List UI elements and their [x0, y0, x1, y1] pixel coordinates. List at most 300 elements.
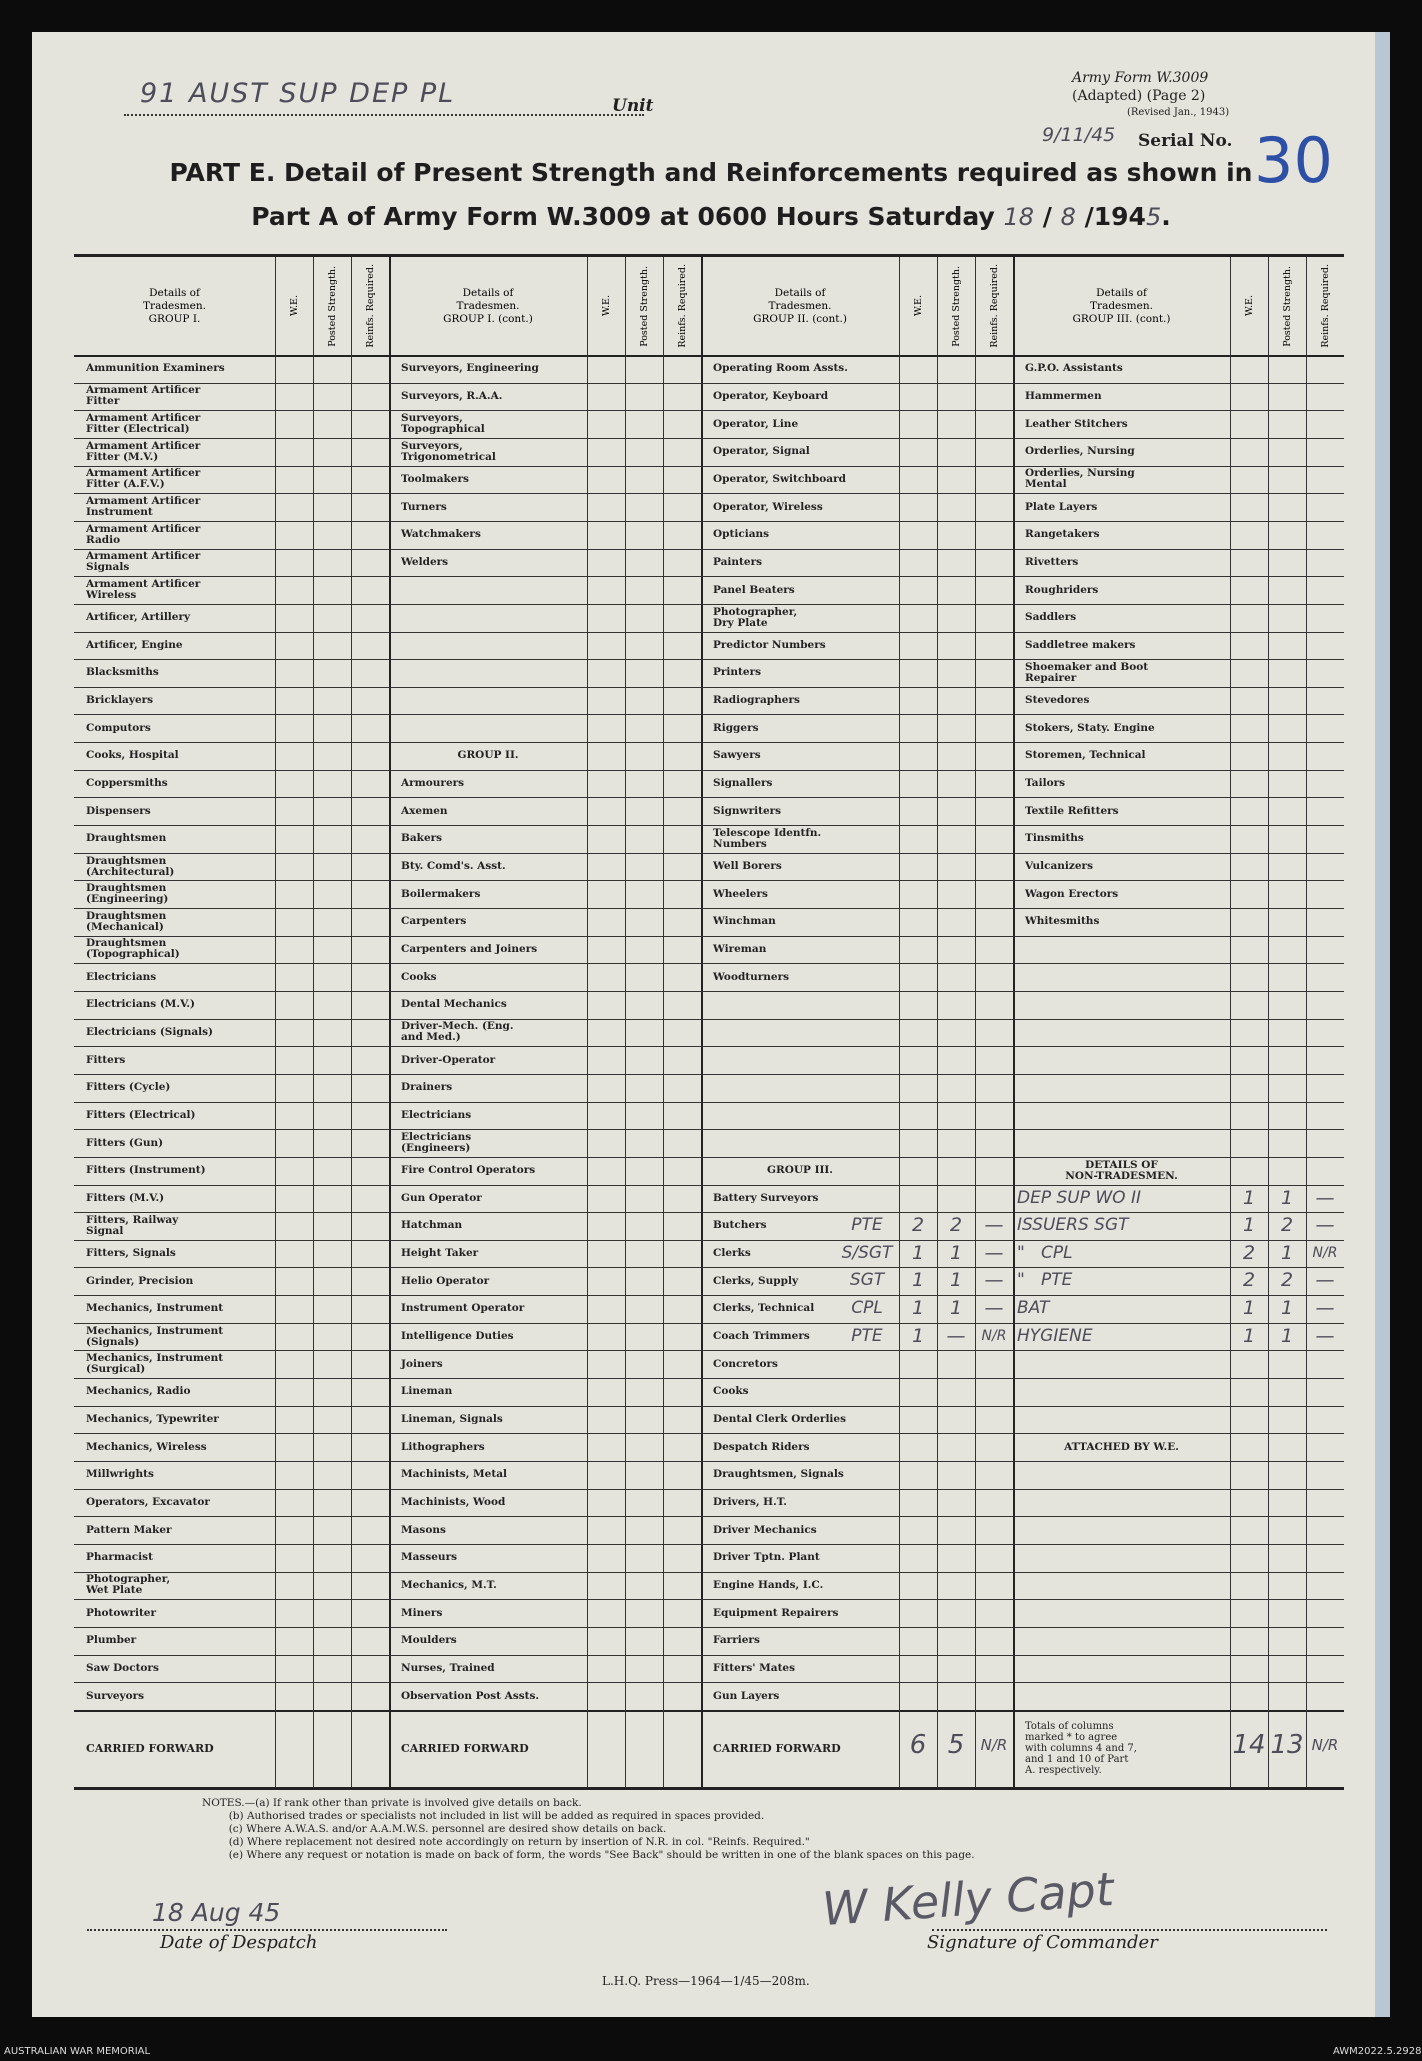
trade-label: Tailors [1025, 777, 1066, 790]
trade-label: Surveyors, Topographical [401, 412, 485, 436]
trade-label: Saddlers [1025, 611, 1077, 624]
trade-label: Rivetters [1025, 555, 1079, 568]
trade-label: Mechanics, Instrument (Surgical) [86, 1352, 224, 1376]
trade-label: Artificer, Engine [86, 638, 183, 651]
rank-handwritten: PTE [851, 1215, 883, 1236]
trade-label: GROUP III. [767, 1164, 833, 1177]
trade-label: Electricians [401, 1108, 472, 1121]
trade-label: Armament Artificer Instrument [86, 495, 201, 519]
carried-forward-posted: 13 [1270, 1730, 1304, 1761]
trade-label: Operators, Excavator [86, 1495, 210, 1508]
trade-label: Electricians (Engineers) [401, 1131, 472, 1154]
trade-label: Operator, Line [713, 417, 799, 430]
value-reinfs: — [984, 1214, 1004, 1237]
trade-label: Watchmakers [401, 528, 481, 541]
trade-label: Cooks [401, 970, 437, 983]
trade-label: Turners [401, 500, 447, 513]
value-posted: 2 [1280, 1269, 1294, 1292]
trade-label [401, 632, 585, 660]
trade-label: Drivers, H.T. [713, 1495, 787, 1508]
trade-label: Concretors [713, 1357, 778, 1370]
trade-label: Intelligence Duties [401, 1330, 514, 1343]
trade-label: GROUP II. [457, 749, 519, 762]
trade-label: Instrument Operator [401, 1302, 525, 1315]
trade-label: Wagon Erectors [1025, 887, 1119, 900]
trade-label: Coppersmiths [86, 777, 168, 790]
table-section [74, 257, 389, 1787]
trade-label: Photowriter [86, 1606, 157, 1619]
title-prefix: Part A of Army Form W.3009 at 0600 Hours Saturday [251, 202, 995, 231]
trade-label: Blacksmiths [86, 666, 159, 679]
carried-forward-label: Totals of columns marked * to agree with columns 4 and 7, and 1 and 10 of Part A. respectively. [1025, 1720, 1137, 1776]
value-we: 1 [911, 1269, 925, 1292]
value-posted: 1 [1280, 1297, 1294, 1320]
despatch-label: Date of Despatch [160, 1932, 318, 1953]
unit-handwritten: 91 AUST SUP DEP PL [140, 78, 456, 109]
trade-label: Surveyors [86, 1689, 145, 1702]
value-reinfs: — [984, 1241, 1004, 1264]
trade-label: Draughtsmen (Engineering) [86, 882, 169, 906]
value-reinfs: — [1315, 1214, 1335, 1237]
value-we: 1 [1242, 1186, 1256, 1209]
trade-label: Saddletree makers [1025, 638, 1136, 651]
trade-label: Carpenters [401, 915, 467, 928]
value-reinfs: — [984, 1269, 1004, 1292]
trade-label: Operator, Keyboard [713, 389, 829, 402]
trade-label: G.P.O. Assistants [1025, 362, 1123, 375]
trade-label [1025, 1599, 1228, 1627]
rank-handwritten: S/SGT [841, 1242, 893, 1263]
trade-label: Saw Doctors [86, 1661, 159, 1674]
trade-label: Lineman, Signals [401, 1413, 503, 1425]
trade-label: Height Taker [401, 1247, 479, 1260]
trade-label: Coach Trimmers [713, 1330, 810, 1343]
trade-label: Hammermen [1025, 389, 1102, 402]
trade-label: Cooks, Hospital [86, 749, 179, 762]
note-line: (e) Where any request or notation is made on back of form, the words "See Back" should be written in one of the blank spaces on this page. [202, 1849, 975, 1861]
trade-label [1025, 991, 1228, 1019]
column-header-we: W.E. [912, 295, 924, 317]
trade-label: Drainers [401, 1081, 453, 1094]
form-revised: (Revised Jan., 1943) [1127, 107, 1230, 118]
trade-label [1025, 1102, 1228, 1130]
trade-label: Woodturners [713, 970, 790, 983]
trade-label: Engine Hands, I.C. [713, 1578, 824, 1591]
trade-label: Telescope Identfn. Numbers [713, 826, 822, 850]
note-line: (b) Authorised trades or specialists not included in list will be added as required in spaces provided. [202, 1810, 765, 1822]
trade-label: Roughriders [1025, 583, 1099, 596]
trade-label: Bakers [401, 832, 443, 845]
trade-label [713, 1102, 897, 1130]
value-posted: — [946, 1324, 966, 1347]
value-reinfs: — [1315, 1324, 1335, 1347]
trade-label [1025, 1655, 1228, 1683]
trade-label: Signallers [713, 777, 773, 790]
trade-label: Opticians [713, 528, 770, 541]
carried-forward-we: 14 [1232, 1730, 1266, 1761]
column-header-reinfs: Reinfs. Required. [1319, 264, 1331, 348]
trade-label: Armament Artificer Fitter (Electrical) [86, 412, 201, 436]
trade-label: Farriers [713, 1634, 760, 1647]
notes [202, 1797, 975, 1862]
trade-label [1025, 1074, 1228, 1102]
trade-label: Grinder, Precision [86, 1274, 194, 1287]
trade-label: Despatch Riders [713, 1440, 810, 1453]
trade-label: Clerks [713, 1247, 751, 1260]
value-we: 1 [1242, 1324, 1256, 1347]
trade-label: Vulcanizers [1025, 860, 1094, 872]
trade-label: Miners [401, 1606, 443, 1619]
section-header: Details of Tradesmen. GROUP I. (cont.) [443, 286, 533, 325]
trade-label: Dispensers [86, 804, 151, 817]
non-tradesman-handwritten: " CPL [1017, 1242, 1073, 1263]
carried-forward-label: CARRIED FORWARD [713, 1741, 841, 1755]
trade-label: Lineman [401, 1385, 453, 1398]
serial-number: 30 [1254, 124, 1333, 197]
despatch-date-handwritten: 18 Aug 45 [152, 1898, 281, 1927]
trade-label: Orderlies, Nursing Mental [1025, 467, 1135, 491]
trade-label: Fitters' Mates [713, 1661, 796, 1674]
trade-label: Hatchman [401, 1219, 463, 1232]
trade-label: Millwrights [86, 1468, 154, 1481]
trade-label: Painters [713, 555, 763, 568]
trade-label: Draughtsmen (Topographical) [86, 937, 180, 961]
note-line: (d) Where replacement not desired note accordingly on return by insertion of N.R. in col. "Reinfs. Required." [202, 1836, 810, 1848]
trade-label: Nurses, Trained [401, 1661, 495, 1674]
trade-label: Draughtsmen, Signals [713, 1468, 844, 1481]
archive-credit-left: AUSTRALIAN WAR MEMORIAL [4, 2046, 151, 2057]
value-reinfs: — [1315, 1269, 1335, 1292]
trade-label: Orderlies, Nursing [1025, 445, 1135, 458]
value-posted: 2 [1280, 1214, 1294, 1237]
value-we: 1 [911, 1241, 925, 1264]
trade-label: Armament Artificer Fitter (A.F.V.) [86, 467, 201, 491]
value-we: 1 [911, 1324, 925, 1347]
column-header-we: W.E. [288, 295, 300, 317]
trade-label [1025, 963, 1228, 991]
trade-label [1025, 1544, 1228, 1572]
trade-label: Operator, Switchboard [713, 472, 846, 485]
trade-label [1025, 1129, 1228, 1157]
trade-label: Mechanics, Typewriter [86, 1413, 219, 1425]
trade-label: Plate Layers [1025, 500, 1098, 513]
trade-label: Plumber [86, 1634, 137, 1647]
trade-label: Photographer, Wet Plate [86, 1573, 171, 1597]
trade-label [401, 687, 585, 715]
section-header: Details of Tradesmen. GROUP I. [143, 286, 206, 325]
value-we: 1 [911, 1297, 925, 1320]
trade-label: Cooks [713, 1385, 749, 1398]
trade-label: Operator, Wireless [713, 500, 823, 513]
trade-label: Electricians (M.V.) [86, 998, 196, 1011]
trade-label: Surveyors, R.A.A. [401, 389, 503, 402]
trade-label [401, 659, 585, 687]
title-period: . [1161, 202, 1171, 231]
signature-label: Signature of Commander [927, 1932, 1158, 1953]
trade-label: Surveyors, Trigonometrical [401, 439, 496, 463]
trade-label: Equipment Repairers [713, 1606, 839, 1619]
non-tradesman-handwritten: ISSUERS SGT [1017, 1215, 1129, 1236]
date-day: 18 [1003, 203, 1035, 231]
non-tradesman-handwritten: BAT [1017, 1298, 1050, 1319]
section-header: Details of Tradesmen. GROUP II. (cont.) [753, 286, 847, 325]
trade-label: Gun Operator [401, 1191, 482, 1204]
trade-label: Moulders [401, 1634, 457, 1647]
trade-label: Electricians (Signals) [86, 1025, 214, 1038]
page-edge-strip [1375, 32, 1390, 2017]
trade-label: Whitesmiths [1025, 915, 1100, 928]
column-header-reinfs: Reinfs. Required. [988, 264, 1000, 348]
trade-label: Mechanics, Radio [86, 1385, 191, 1398]
value-posted: 1 [1280, 1186, 1294, 1209]
value-posted: 1 [1280, 1241, 1294, 1264]
trade-label: Mechanics, M.T. [401, 1578, 497, 1591]
carried-forward-reinfs: N/R [1311, 1736, 1339, 1755]
trade-label: Wireman [713, 942, 767, 955]
trade-label: Armament Artificer Wireless [86, 578, 201, 601]
non-tradesman-handwritten: HYGIENE [1017, 1325, 1093, 1346]
trade-label: Pattern Maker [86, 1523, 172, 1536]
trade-label [1025, 1682, 1228, 1710]
trade-label: Fire Control Operators [401, 1164, 536, 1177]
trade-label: Carpenters and Joiners [401, 942, 538, 955]
trade-label: Dental Clerk Orderlies [713, 1413, 847, 1425]
value-posted: 1 [949, 1297, 963, 1320]
strength-table [74, 254, 1344, 1790]
carried-forward-label: CARRIED FORWARD [401, 1741, 529, 1755]
trade-label: Artificer, Artillery [86, 611, 191, 624]
signature: W Kelly Capt [820, 1861, 1116, 1937]
value-reinfs: — [1315, 1297, 1335, 1320]
trade-label: Driver Mechanics [713, 1523, 817, 1536]
trade-label: Printers [713, 666, 762, 679]
trade-label: Riggers [713, 721, 759, 734]
trade-label: Dental Mechanics [401, 998, 507, 1011]
trade-label: Fitters (Electrical) [86, 1108, 196, 1121]
trade-label: Machinists, Wood [401, 1495, 506, 1508]
form-name: Army Form W.3009 [1072, 70, 1209, 86]
trade-label: Battery Surveyors [713, 1191, 819, 1204]
value-reinfs: — [1315, 1186, 1335, 1209]
trade-label: DETAILS OF NON-TRADESMEN. [1065, 1158, 1178, 1182]
trade-label: Armament Artificer Signals [86, 550, 201, 574]
note-line: NOTES.—(a) If rank other than private is involved give details on back. [202, 1797, 582, 1809]
date-year-digit: 5 [1145, 203, 1162, 231]
value-posted: 1 [949, 1269, 963, 1292]
non-tradesman-handwritten: DEP SUP WO II [1017, 1187, 1141, 1208]
trade-label [1025, 1406, 1228, 1434]
trade-label: Photographer, Dry Plate [713, 605, 798, 629]
trade-label: Fitters (Instrument) [86, 1164, 206, 1177]
trade-label: Draughtsmen (Architectural) [86, 854, 175, 878]
value-we: 2 [1242, 1241, 1256, 1264]
trade-label: Sawyers [713, 749, 761, 762]
trade-label: Machinists, Metal [401, 1468, 507, 1481]
date-month: 8 [1060, 203, 1076, 231]
trade-label: Armament Artificer Fitter [86, 384, 201, 408]
trade-label: Mechanics, Wireless [86, 1440, 207, 1453]
table-section [389, 257, 701, 1787]
trade-label: Operating Room Assts. [713, 362, 848, 375]
trade-label: Lithographers [401, 1440, 485, 1453]
trade-label: Panel Beaters [713, 583, 795, 596]
form-adapted: (Adapted) (Page 2) [1072, 88, 1206, 104]
trade-label: Electricians [86, 970, 157, 983]
trade-label: Winchman [713, 915, 776, 928]
trade-label [713, 1046, 897, 1074]
trade-label [401, 714, 585, 742]
column-header-posted: Posted Strength. [1281, 265, 1293, 347]
value-we: 1 [1242, 1297, 1256, 1320]
trade-label: Draughtsmen (Mechanical) [86, 909, 167, 933]
trade-label: Driver-Operator [401, 1053, 496, 1066]
trade-label: Surveyors, Engineering [401, 362, 539, 375]
trade-label [1025, 1461, 1228, 1489]
serial-handwritten: 9/11/45 [1042, 124, 1116, 146]
trade-label: Masseurs [401, 1551, 458, 1564]
trade-label: Welders [401, 555, 449, 568]
signature-dotted-line [932, 1929, 1327, 1931]
form-page [32, 32, 1390, 2017]
trade-label: Clerks, Technical [713, 1302, 815, 1315]
trade-label: ATTACHED BY W.E. [1064, 1440, 1179, 1453]
column-header-posted: Posted Strength. [326, 265, 338, 347]
trade-label: Textile Refitters [1025, 804, 1119, 817]
rank-handwritten: CPL [851, 1298, 883, 1319]
trade-label: Tinsmiths [1025, 832, 1084, 845]
trade-label: Rangetakers [1025, 528, 1100, 541]
trade-label: Fitters (Gun) [86, 1136, 164, 1149]
note-line: (c) Where A.W.A.S. and/or A.A.M.W.S. personnel are desired show details on back. [202, 1823, 667, 1835]
trade-label: Helio Operator [401, 1274, 490, 1287]
trade-label: Joiners [401, 1357, 443, 1370]
table-section [701, 257, 1013, 1787]
trade-label: Wheelers [713, 887, 768, 900]
value-we: 1 [1242, 1214, 1256, 1237]
trade-label: Gun Layers [713, 1689, 780, 1702]
trade-label: Ammunition Examiners [86, 362, 225, 375]
trade-label: Fitters, Signals [86, 1247, 176, 1260]
column-header-reinfs: Reinfs. Required. [676, 264, 688, 348]
trade-label [1025, 1627, 1228, 1655]
trade-label: Clerks, Supply [713, 1274, 799, 1287]
trade-label [1025, 1350, 1228, 1378]
trade-label [1025, 1378, 1228, 1406]
trade-label: Toolmakers [401, 472, 469, 485]
trade-label: Boilermakers [401, 887, 481, 900]
trade-label [713, 1074, 897, 1102]
trade-label [713, 1019, 897, 1047]
trade-label: Armament Artificer Radio [86, 522, 201, 546]
unit-dotted-line [124, 114, 644, 116]
trade-label [713, 1129, 897, 1157]
unit-label: Unit [612, 96, 654, 116]
trade-label: Observation Post Assts. [401, 1689, 540, 1702]
section-header: Details of Tradesmen. GROUP III. (cont.) [1072, 286, 1171, 325]
trade-label [1025, 1019, 1228, 1047]
serial-label: Serial No. [1138, 131, 1233, 151]
rank-handwritten: PTE [851, 1325, 883, 1346]
trade-label: Fitters (Cycle) [86, 1081, 171, 1094]
value-reinfs: — [984, 1297, 1004, 1320]
trade-label [1025, 1489, 1228, 1517]
trade-label: Storemen, Technical [1025, 749, 1146, 762]
carried-forward-we: 6 [909, 1730, 927, 1761]
trade-label [713, 991, 897, 1019]
column-header-we: W.E. [1243, 295, 1255, 317]
trade-label: Mechanics, Instrument [86, 1302, 224, 1315]
non-tradesman-handwritten: " PTE [1017, 1270, 1073, 1291]
trade-label: Driver Tptn. Plant [713, 1551, 820, 1564]
trade-label: Signwriters [713, 804, 782, 817]
value-posted: 2 [949, 1214, 963, 1237]
trade-label [1025, 936, 1228, 964]
trade-label: Fitters (M.V.) [86, 1191, 165, 1204]
column-header-posted: Posted Strength. [950, 265, 962, 347]
trade-label [1025, 1516, 1228, 1544]
table-section [1013, 257, 1344, 1787]
value-we: 2 [1242, 1269, 1256, 1292]
date-year-prefix: /194 [1084, 202, 1146, 231]
trade-label [401, 604, 585, 632]
trade-label: Driver-Mech. (Eng. and Med.) [401, 1020, 514, 1044]
column-header-we: W.E. [600, 295, 612, 317]
trade-label: Mechanics, Instrument (Signals) [86, 1324, 224, 1348]
despatch-dotted-line [87, 1929, 447, 1931]
value-posted: 1 [1280, 1324, 1294, 1347]
trade-label: Stokers, Staty. Engine [1025, 721, 1155, 734]
trade-label: Fitters [86, 1053, 126, 1066]
trade-label: Predictor Numbers [713, 638, 826, 651]
trade-label: Stevedores [1025, 694, 1090, 707]
trade-label: Leather Stitchers [1025, 417, 1128, 430]
value-we: 2 [911, 1214, 925, 1237]
column-header-reinfs: Reinfs. Required. [364, 264, 376, 348]
trade-label: Masons [401, 1523, 446, 1536]
trade-label [401, 576, 585, 604]
trade-label: Radiographers [713, 694, 800, 707]
value-reinfs: N/R [1312, 1244, 1338, 1261]
trade-label: Bty. Comd's. Asst. [401, 860, 506, 872]
carried-forward-reinfs: N/R [980, 1736, 1008, 1755]
form-title-line-2 [32, 202, 1390, 231]
trade-label: Operator, Signal [713, 445, 810, 458]
carried-forward-label: CARRIED FORWARD [86, 1741, 214, 1755]
trade-label: Bricklayers [86, 694, 154, 707]
trade-label [1025, 1046, 1228, 1074]
trade-label: Draughtsmen [86, 832, 167, 845]
archive-credit-right: AWM2022.5.2928 [1333, 2046, 1422, 2057]
date-slash: / [1042, 202, 1052, 231]
press-line: L.H.Q. Press—1964—1/45—208m. [602, 1974, 810, 1988]
trade-label: Axemen [401, 804, 448, 817]
rank-handwritten: SGT [849, 1270, 885, 1291]
trade-label: Armourers [401, 777, 465, 790]
trade-label: Shoemaker and Boot Repairer [1025, 660, 1149, 684]
trade-label: Fitters, Railway Signal [86, 1213, 179, 1237]
value-reinfs: N/R [981, 1327, 1007, 1344]
trade-label: Well Borers [713, 860, 782, 872]
column-header-posted: Posted Strength. [638, 265, 650, 347]
form-title-line-1: PART E. Detail of Present Strength and Reinforcements required as shown in [169, 158, 1253, 187]
trade-label: Pharmacist [86, 1551, 153, 1564]
trade-label [1025, 1572, 1228, 1600]
trade-label: Computors [86, 721, 151, 734]
carried-forward-posted: 5 [947, 1730, 965, 1761]
value-posted: 1 [949, 1241, 963, 1264]
trade-label: Butchers [713, 1219, 767, 1232]
trade-label: Armament Artificer Fitter (M.V.) [86, 439, 201, 463]
